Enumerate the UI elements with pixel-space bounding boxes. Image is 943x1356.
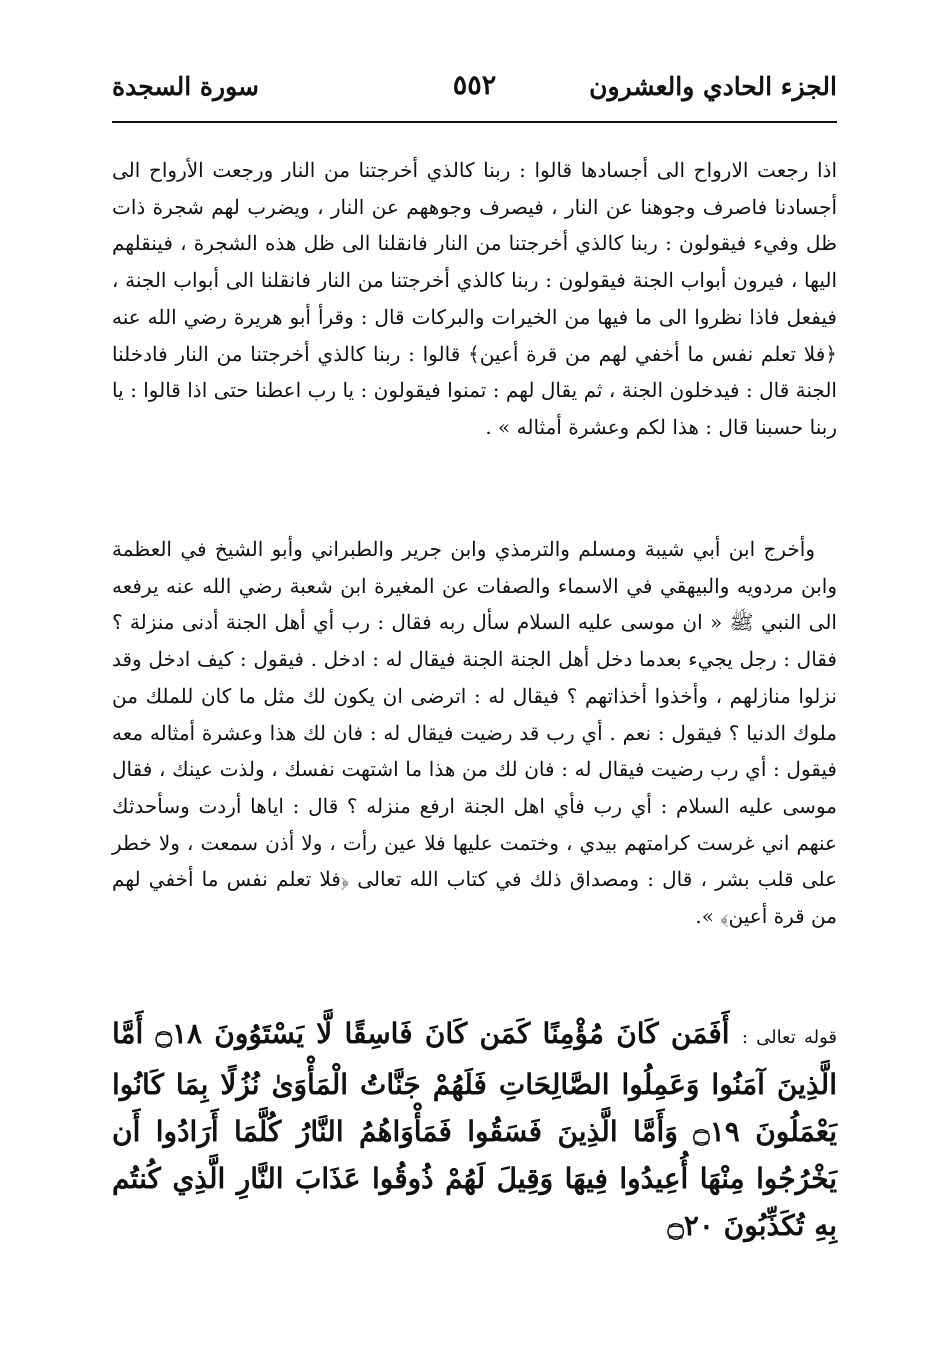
verses-intro: قوله تعالى : xyxy=(741,1027,838,1048)
verses-text: أَفَمَن كَانَ مُؤْمِنًا كَمَن كَانَ فَاسِقًا لَّا يَسْتَوُونَ ۝١٨ أَمَّا الَّذِينَ آمَنُوا وَعَمِلُوا الصَّالِحَاتِ فَلَهُمْ جَنَّاتُ الْمَأْوَىٰ نُزُلًا بِمَا كَانُوا يَعْمَلُونَ ۝١٩ وَأَمَّا الَّذِينَ فَسَقُوا فَمَأْوَاهُمُ النَّارُ كُلَّمَا أَرَادُوا أَن يَخْرُجُوا مِنْهَا أُعِيدُوا فِيهَا وَقِيلَ لَهُمْ ذُوقُوا عَذَابَ النَّارِ الَّذِي كُنتُم بِهِ تُكَذِّبُونَ ۝٢٠ xyxy=(112,1017,837,1242)
quran-verses xyxy=(112,1010,837,1249)
page-number: ٥٥٢ xyxy=(452,70,497,101)
book-page xyxy=(112,0,837,1356)
header-divider xyxy=(112,121,837,123)
surah-title: سورة السجدة xyxy=(112,72,259,101)
part-title: الجزء الحادي والعشرون xyxy=(589,72,837,101)
page-header xyxy=(112,72,837,116)
commentary-paragraph-2: وأخرج ابن أبي شيبة ومسلم والترمذي وابن جرير والطبراني وأبو الشيخ في العظمة وابن مردويه والبيهقي في الاسماء والصفات عن المغيرة ابن شعبة رضي الله عنه يرفعه الى النبي ﷺ « ان موسى عليه السلام سأل ربه فقال : رب أي أهل الجنة أدنى منزلة ؟ فقال : رجل يجيء بعدما دخل أهل الجنة الجنة فيقال له : ادخل . فيقول : كيف ادخل وقد نزلوا منازلهم ، وأخذوا أخذاتهم ؟ فيقال له : اترضى ان يكون لك مثل ما كان للملك من ملوك الدنيا ؟ فيقول : نعم . أي رب قد رضيت فيقال له : فان لك هذا وعشرة أمثاله معه فيقول : أي رب رضيت فيقال له : فان لك من هذا ما اشتهت نفسك ، ولذت عينك ، فقال موسى عليه السلام : أي رب فأي اهل الجنة ارفع منزله ؟ قال : اياها أردت وسأحدثك عنهم اني غرست كرامتهم بيدي ، وختمت عليها فلا عين رأت ، ولا أذن سمعت ، ولا خطر على قلب بشر ، قال : ومصداق ذلك في كتاب الله تعالى ﴿فلا تعلم نفس ما أخفي لهم من قرة أعين﴾ ». xyxy=(112,537,837,929)
commentary-paragraph-1: اذا رجعت الارواح الى أجسادها قالوا : ربنا كالذي أخرجتنا من النار ورجعت الأرواح الى أجسادنا فاصرف وجوهنا عن النار ، فيصرف وجوههم عن النار ، ويضرب لهم شجرة ذات ظل وفيء فيقولون : ربنا كالذي أخرجتنا من النار فانقلنا الى ظل هذه الشجرة ، فينقلهم اليها ، فيرون أبواب الجنة فيقولون : ربنا كالذي أخرجتنا من النار فانقلنا الى أبواب الجنة ، فيفعل فاذا نظروا الى ما فيها من الخيرات والبركات قال : وقرأ أبو هريرة رضي الله عنه ﴿فلا تعلم نفس ما أخفي لهم من قرة أعين﴾ قالوا : ربنا كالذي أخرجتنا من النار فادخلنا الجنة قال : فيدخلون الجنة ، ثم يقال لهم : تمنوا فيقولون : يا رب اعطنا حتى اذا قالوا : يا ربنا حسبنا قال : هذا لكم وعشرة أمثاله » . xyxy=(112,158,838,439)
